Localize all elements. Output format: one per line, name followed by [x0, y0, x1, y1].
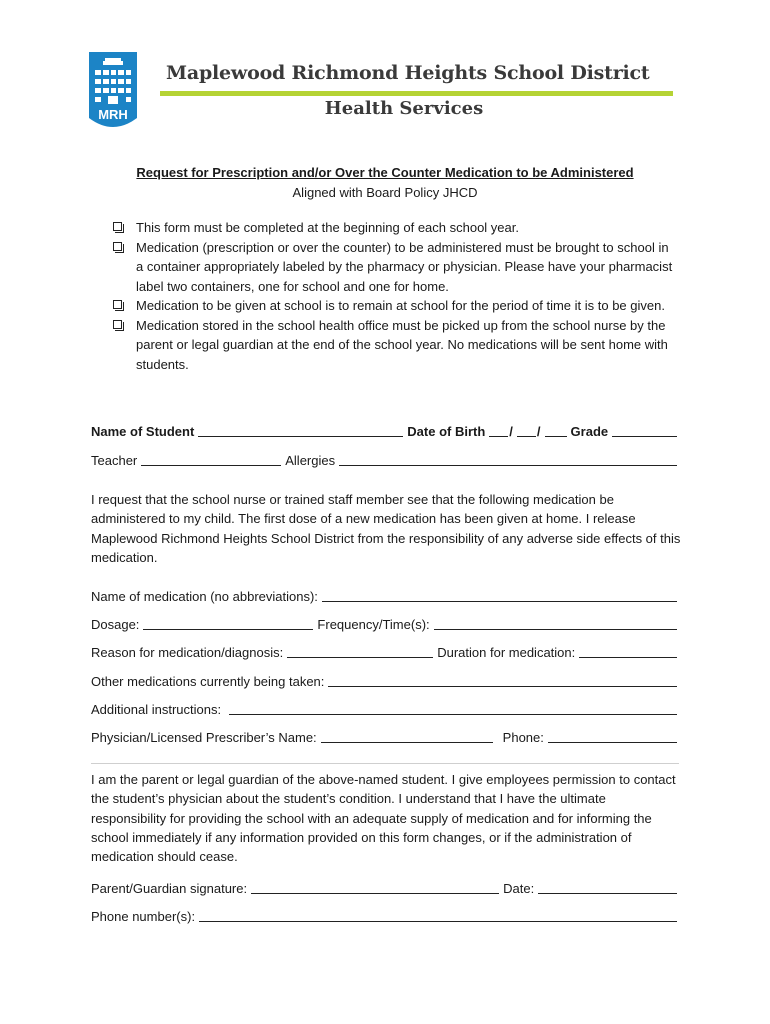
instructions-label: Additional instructions: — [91, 702, 222, 717]
medication-name-field[interactable] — [322, 587, 677, 602]
student-name-label: Name of Student — [91, 424, 195, 439]
student-info-row — [91, 421, 677, 439]
teacher-allergies-row — [91, 450, 677, 468]
duration-field[interactable] — [579, 643, 677, 658]
instructions-field[interactable] — [229, 700, 677, 715]
physician-phone-field[interactable] — [548, 728, 677, 743]
dosage-field[interactable] — [143, 615, 313, 630]
phone-numbers-field[interactable] — [199, 907, 677, 922]
reason-field[interactable] — [287, 643, 433, 658]
frequency-field[interactable] — [434, 615, 677, 630]
teacher-field[interactable] — [141, 451, 281, 466]
other-medications-row — [91, 671, 677, 689]
checkbox-icon — [113, 222, 122, 231]
allergies-field[interactable] — [339, 451, 677, 466]
phone-numbers-row — [91, 906, 677, 924]
instructions-checklist — [113, 218, 673, 374]
header-accent-rule — [160, 91, 673, 96]
physician-phone-label: Phone: — [502, 730, 544, 745]
checklist-item: Medication (prescription or over the counter) to be administered must be brought to school in a container appropriately labeled by the pharmacy or physician. Please have your pharmacist label two containers, one for school and one for home. — [113, 238, 673, 297]
checklist-item: Medication to be given at school is to remain at school for the period of time it is to be given. — [113, 296, 673, 316]
mrh-logo — [89, 52, 137, 132]
signature-row — [91, 878, 677, 896]
phone-numbers-label: Phone number(s): — [91, 909, 196, 924]
other-medications-field[interactable] — [328, 672, 677, 687]
form-subtitle: Aligned with Board Policy JHCD — [292, 185, 478, 200]
department-name: Health Services — [324, 98, 484, 119]
dob-month-field[interactable] — [489, 422, 508, 437]
instructions-row — [91, 699, 677, 717]
physician-row — [91, 727, 677, 745]
date-label: Date: — [503, 881, 535, 896]
dob-label: Date of Birth — [407, 424, 486, 439]
guardian-signature-field[interactable] — [251, 879, 499, 894]
teacher-label: Teacher — [91, 453, 138, 468]
medication-name-label: Name of medication (no abbreviations): — [91, 589, 318, 604]
checklist-item: This form must be completed at the beginning of each school year. — [113, 218, 673, 238]
grade-field[interactable] — [612, 422, 677, 437]
grade-label: Grade — [570, 424, 609, 439]
dob-separator: / — [536, 424, 541, 439]
checkbox-icon — [113, 320, 122, 329]
guardian-statement: I am the parent or legal guardian of the above-named student. I give employees permission to contact the student’s physician about the student’s condition. I understand that I have the ultimate responsibility for providing the school with an adequate supply of medication and for informing the school immediately if any information provided on this form changes, or if the administration of medication should cease. — [91, 772, 676, 865]
request-statement: I request that the school nurse or trained staff member see that the following medication be administered to my child. The first dose of a new medication has been given at home. I release Maplewood Richmond Heights School District from the responsibility of any adverse side effects of this medication. — [91, 492, 681, 565]
allergies-label: Allergies — [285, 453, 336, 468]
checklist-item: Medication stored in the school health office must be picked up from the school nurse by the parent or legal guardian at the end of the school year. No medications will be sent home with students. — [113, 316, 673, 375]
form-title: Request for Prescription and/or Over the Counter Medication to be Administered — [136, 165, 634, 180]
frequency-label: Frequency/Time(s): — [317, 617, 430, 632]
checkbox-icon — [113, 242, 122, 251]
reason-row — [91, 642, 677, 660]
student-name-field[interactable] — [198, 422, 403, 437]
checkbox-icon — [113, 300, 122, 309]
dob-separator: / — [509, 424, 513, 439]
other-medications-label: Other medications currently being taken: — [91, 674, 325, 689]
physician-field[interactable] — [321, 728, 493, 743]
dosage-row — [91, 614, 677, 632]
reason-label: Reason for medication/diagnosis: — [91, 645, 284, 660]
physician-label: Physician/Licensed Prescriber’s Name: — [91, 730, 317, 745]
svg-text:MRH: MRH — [98, 107, 128, 122]
guardian-signature-label: Parent/Guardian signature: — [91, 881, 248, 896]
dob-year-field[interactable] — [545, 422, 567, 437]
section-divider — [91, 763, 679, 764]
date-field[interactable] — [538, 879, 677, 894]
district-name: Maplewood Richmond Heights School District — [166, 62, 650, 84]
duration-label: Duration for medication: — [437, 645, 576, 660]
dosage-label: Dosage: — [91, 617, 140, 632]
medication-name-row — [91, 586, 677, 604]
dob-day-field[interactable] — [517, 422, 536, 437]
